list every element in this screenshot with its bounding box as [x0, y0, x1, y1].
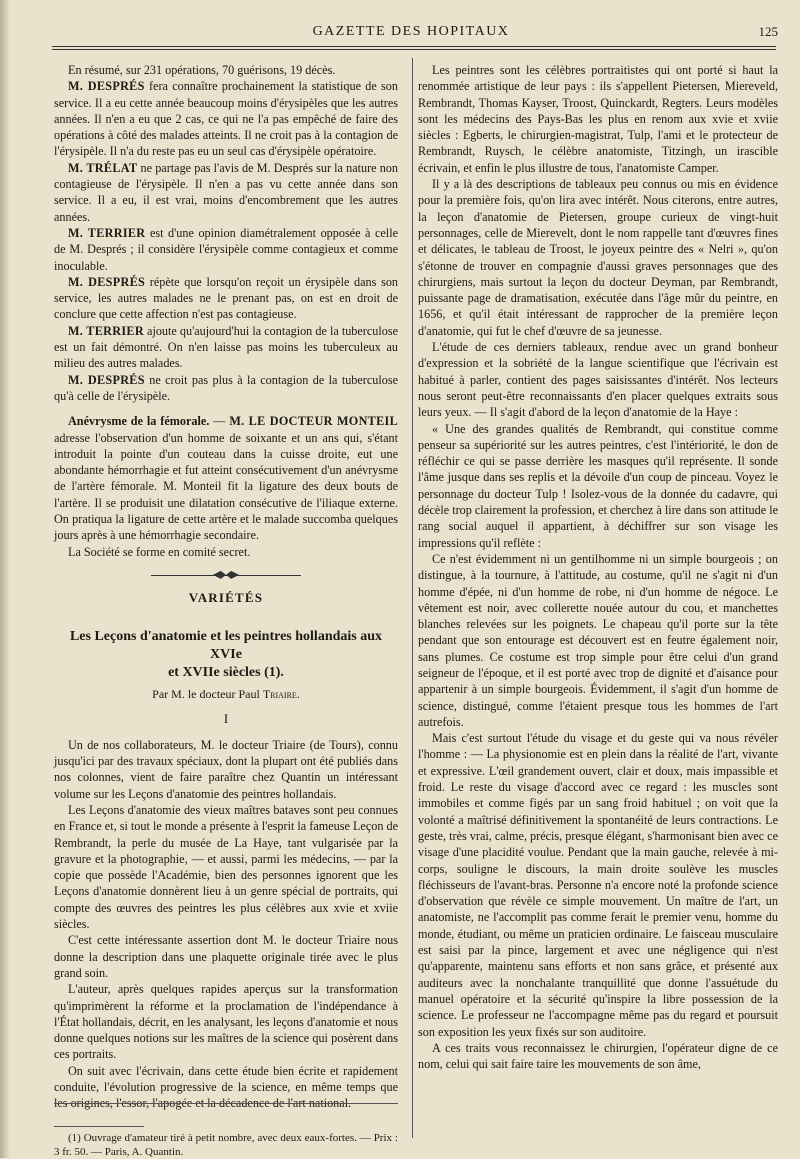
speaker-name: M. TERRIER: [68, 323, 144, 338]
paragraph-text: ne croit pas plus à la contagion de la tuberculose qu'à celle de l'érysipèle.: [54, 372, 399, 403]
dash: —: [209, 414, 230, 429]
footnote-rule: [54, 1126, 144, 1127]
page-number: 125: [758, 24, 778, 39]
paragraph: Ce n'est évidemment ni un gentilhomme ni un simple bourgeois ; on distingue, à la tournure, à l'attitude, au costume, qu'il ne s'agit ni d'un homme d'épée, ni d'un homme de robe, ni d'un homme de négoce. Le vêtement est noir, avec collerette nouée autour du cou, et manchettes blanches relevées sur les poignets. Le chapeau qu'il porte sur la tête pendant que son entourage est découvert est en feutre également noir, sans plumes. Ce costume est trop simple pour être celui d'un grand seigneur de l'époque, et il est porté avec trop de dignité et d'aisance pour appartenir à un simple bourgeois. Évidemment, il s'agit d'un homme de science, distingué, comme l'étaient presque tous les hommes de l'art autrefois.: [418, 551, 778, 729]
section-title: VARIÉTÉS: [188, 589, 264, 605]
paragraph: Les Leçons d'anatomie des vieux maîtres bataves sont peu connues en France et, si tout le monde a présente à l'esprit la fameuse Leçon de Rembrandt, la perle du musée de La Haye, tant vulgarisée par la gravure et la photographie, — et aussi, parmi les médecins, — par la copie que possède l'Académie, bien des personnes ignorent que les Leçons d'anatomie donnèrent lieu à un genre spécial de portraits, qui compte des œuvres des peintres les plus célèbres aux xvie et xviie siècles.: [54, 802, 398, 932]
speaker-name: M. TRÉLAT: [68, 160, 138, 175]
paragraph-text: ne partage pas l'avis de M. Després sur la nature non contagieuse de l'érysipèle. Il n'en a pas vu cette année dans son service. Il a eu, il est vrai, moins d'encombrement que les autres années.: [54, 160, 398, 224]
article-title: [54, 628, 398, 682]
bottom-rule: [54, 1103, 398, 1104]
paragraph: L'étude de ces derniers tableaux, rendue avec un grand bonheur d'expression et la sobriété de la langue scientifique que l'écrivain est habitué à parler, contient des pages saisissantes d'intérêt. Nos lecteurs nous seront peut-être reconnaissants d'en placer quelques extraits sous leurs yeux. — Il s'agit d'abord de la leçon d'anatomie de la Haye :: [418, 340, 778, 420]
speaker-name: M. DESPRÉS: [68, 372, 145, 387]
paragraph: [54, 274, 398, 323]
paragraph: Les peintres sont les célèbres portraitistes qui ont porté si haut la renommée artistique de leur pays : ils s'appellent Pietersen, Miereveld, Rembrandt, Thomas Kayser, Troost, Quinckardt, Regters. Leurs modèles sont les médecins des Pays-Bas les plus en renom aux xvie et xviie siècles : Egberts, le chirurgien-magistrat, Tulp, l'ami et le protecteur de Rembrandt, Ruysch, le célèbre anatomiste, Titzingh, un irascible écrivain, et enfin le plus illustre de tous, l'anatomiste Camper.: [418, 63, 778, 175]
paragraph: [54, 323, 398, 372]
ornament-divider: [151, 570, 301, 580]
paragraph: La Société se forme en comité secret.: [68, 544, 251, 559]
article-title-line: et XVIIe siècles (1).: [168, 665, 284, 681]
ornament-line: [151, 575, 301, 576]
header-rule: [52, 46, 776, 47]
article-title-line: Les Leçons d'anatomie et les peintres hollandais aux XVIe: [69, 629, 383, 663]
paragraph: En résumé, sur 231 opérations, 70 guérisons, 19 décès.: [68, 63, 336, 77]
byline-author: Triaire: [262, 687, 297, 702]
paragraph: C'est cette intéressante assertion dont M. le docteur Triaire nous donne la description dans une plaquette originale tirée avec le plus grand soin.: [54, 933, 398, 980]
paragraph: [54, 372, 398, 405]
speaker-name: M. TERRIER: [68, 225, 146, 240]
byline-suffix: .: [296, 687, 300, 702]
paragraph: [54, 78, 398, 159]
header-rule: [52, 49, 776, 50]
paragraph: « Une des grandes qualités de Rembrandt, qui constitue comme penseur sa supériorité sur les autres peintres, c'est l'intériorité, le don de réfléchir ce qui se passe derrière les masques qu'il représente. Il sonde l'âme jusque dans ses replis et la dévoile d'un coup de pinceau. Voyez le personnage du docteur Tulp ! Isolez-vous de la donnée du cadavre, qui décèle trop clairement la profession, et cherchez à lire dans son attitude le rang social auquel il appartient, à déchiffrer sur son visage les impressions qu'il reflète :: [418, 421, 778, 550]
byline-prefix: Par M. le docteur Paul: [152, 687, 263, 702]
paragraph: Un de nos collaborateurs, M. le docteur Triaire (de Tours), connu jusqu'ici par des travaux spéciaux, dont la plupart ont été publiés dans nos colonnes, vient de faire paraître chez Quantin un intéressant volume sur les Leçons d'anatomie des peintres hollandais.: [54, 737, 398, 801]
running-head: [40, 20, 782, 48]
left-column: [54, 62, 398, 1159]
paragraph-text: fera connaître prochainement la statistique de son service. Il a eu cette année beaucoup moins d'érysipèles que les autres années. Il n'en a eu que 2 cas, ce qui ne l'a pas empêché de faire des opérations à côté des malades atteints. Il ne croit pas à la contagion de l'érysipèle. Il n'a du reste pas eu un seul cas d'érysipèle opératoire.: [54, 79, 398, 159]
paragraph: A ces traits vous reconnaissez le chirurgien, l'opérateur digne de ce nom, celui qui sait faire taire les mouvements de son âme,: [418, 1040, 778, 1072]
paragraph: Mais c'est surtout l'étude du visage et du geste qui va nous révéler l'homme : — La physionomie est en plein dans la réalité de l'art, vivante et expressive. L'œil grandement ouvert, clair et doux, mais impassible et froid. Le reste du visage d'accord avec ce regard : les muscles sont immobiles et comme figés par un sang froid habituel ; on voit que la volonté a maîtrisé définitivement la spontanéité de leurs contractions. Le geste, très vrai, calme, précis, presque élégant, s'harmonisant bien avec ce visage d'une placidité voulue. Pendant que la main gauche, relevée à mi-corps, souligne le discours, la main droite soulève les muscles fléchisseurs de l'avant-bras. Personne n'a encore noté la profonde science d'observation que révèle ce simple mouvement. Un maître de l'art, un anatomiste, ne l'accomplit pas comme ferait le premier venu, homme du monde, étudiant, ou même un praticien ordinaire. Le faisceau musculaire est saisi par la pince, largement et avec une négligence qui n'est qu'apparente, maintenu sans efforts et non sans grâce, et présenté aux auditeurs avec la nonchalante tranquillité que donne l'assuétude du manuel opératoire et la sécurité qu'inspire la libre possession de la science. Le professeur ne l'accompagne même pas du regard et poursuit son exposition les yeux fixés sur son auditoire.: [418, 731, 778, 1039]
paragraph: [54, 160, 398, 225]
speaker-name: M. LE DOCTEUR MONTEIL: [229, 414, 399, 429]
paragraph: On suit avec l'écrivain, dans cette étude bien écrite et rapidement conduite, l'évolution progressive de la science, en même temps que les origines, l'essor, l'apogée et la décadence de l'art national.: [54, 1063, 398, 1111]
ornament-center: [213, 571, 239, 579]
speaker-name: M. DESPRÉS: [68, 79, 145, 94]
journal-title: GAZETTE DES HOPITAUX: [312, 24, 510, 39]
paragraph: [54, 225, 398, 274]
paragraph: Il y a là des descriptions de tableaux peu connus ou mis en évidence pour la première fois, qu'on lira avec intérêt. Nous citerons, entre autres, la leçon d'anatomie de Pietersen, groupe curieux de vingt-huit personnages, celle de Mierevelt, dont le nom rappelle tant d'œuvres fines et délicates, le tableau de Troost, le joyeux peintre des « Nelri », qu'on s'étonne de trouver en compagnie d'aussi graves personnages que des chirurgiens, mais surtout la leçon du docteur Deyman, par Rembrandt, puissante page de dramatisation, exécutée dans l'âge mûr du peintre, en 1656, et qu'il était intéressant de rapprocher de la première leçon d'anatomie, qui fut le chef d'œuvre de sa jeunesse.: [418, 177, 778, 338]
section-heading: Anévrysme de la fémorale.: [68, 414, 210, 429]
paragraph-text: est d'une opinion diamétralement opposée à celle de M. Després ; il considère l'érysipèle comme contagieux et comme inoculable.: [54, 225, 398, 273]
paragraph: L'auteur, après quelques rapides aperçus sur la transformation qu'imprimèrent la réforme et la proclamation de l'indépendance à l'État hollandais, décrit, en les analysant, les leçons d'anatomie et nous donne quelques notions sur les maîtres de la science qui posèrent dans ces portraits.: [54, 982, 398, 1062]
paragraph-text: ajoute qu'aujourd'hui la contagion de la tuberculose est un fait démontré. On n'en laisse pas moins les tuberculeux au milieu des autres malades.: [54, 323, 398, 371]
paragraph-text: répète que lorsqu'on reçoit un érysipèle dans son service, les autres malades ne le prenant pas, on est en droit de conclure que cette affection n'est pas contagieuse.: [54, 274, 399, 322]
paragraph-text: adresse l'observation d'un homme de soixante et un ans qui, s'étant introduit la pointe d'un couteau dans la cuisse droite, eut une abondante hémorrhagie et fut atteint consécutivement d'un anévrysme de l'artère fémorale. M. Monteil fit la ligature des deux bouts de l'artère. Il se produisit une dilatation consécutive de l'iliaque externe. On pratiqua la ligature de cette artère et le malade succomba quelques jours après à une hémorrhagie secondaire.: [54, 430, 398, 543]
section-number: I: [223, 710, 229, 726]
speaker-name: M. DESPRÉS: [68, 274, 146, 289]
byline: [54, 686, 398, 702]
column-divider: [412, 58, 413, 1138]
footnote: (1) Ouvrage d'amateur tiré à petit nombre, avec deux eaux-fortes. — Prix : 3 fr. 50. — Paris, A. Quantin.: [54, 1131, 398, 1158]
spacer: [54, 404, 398, 413]
right-column: [418, 62, 778, 1072]
paragraph: [54, 413, 398, 543]
page-binding-shadow: [0, 0, 10, 1158]
